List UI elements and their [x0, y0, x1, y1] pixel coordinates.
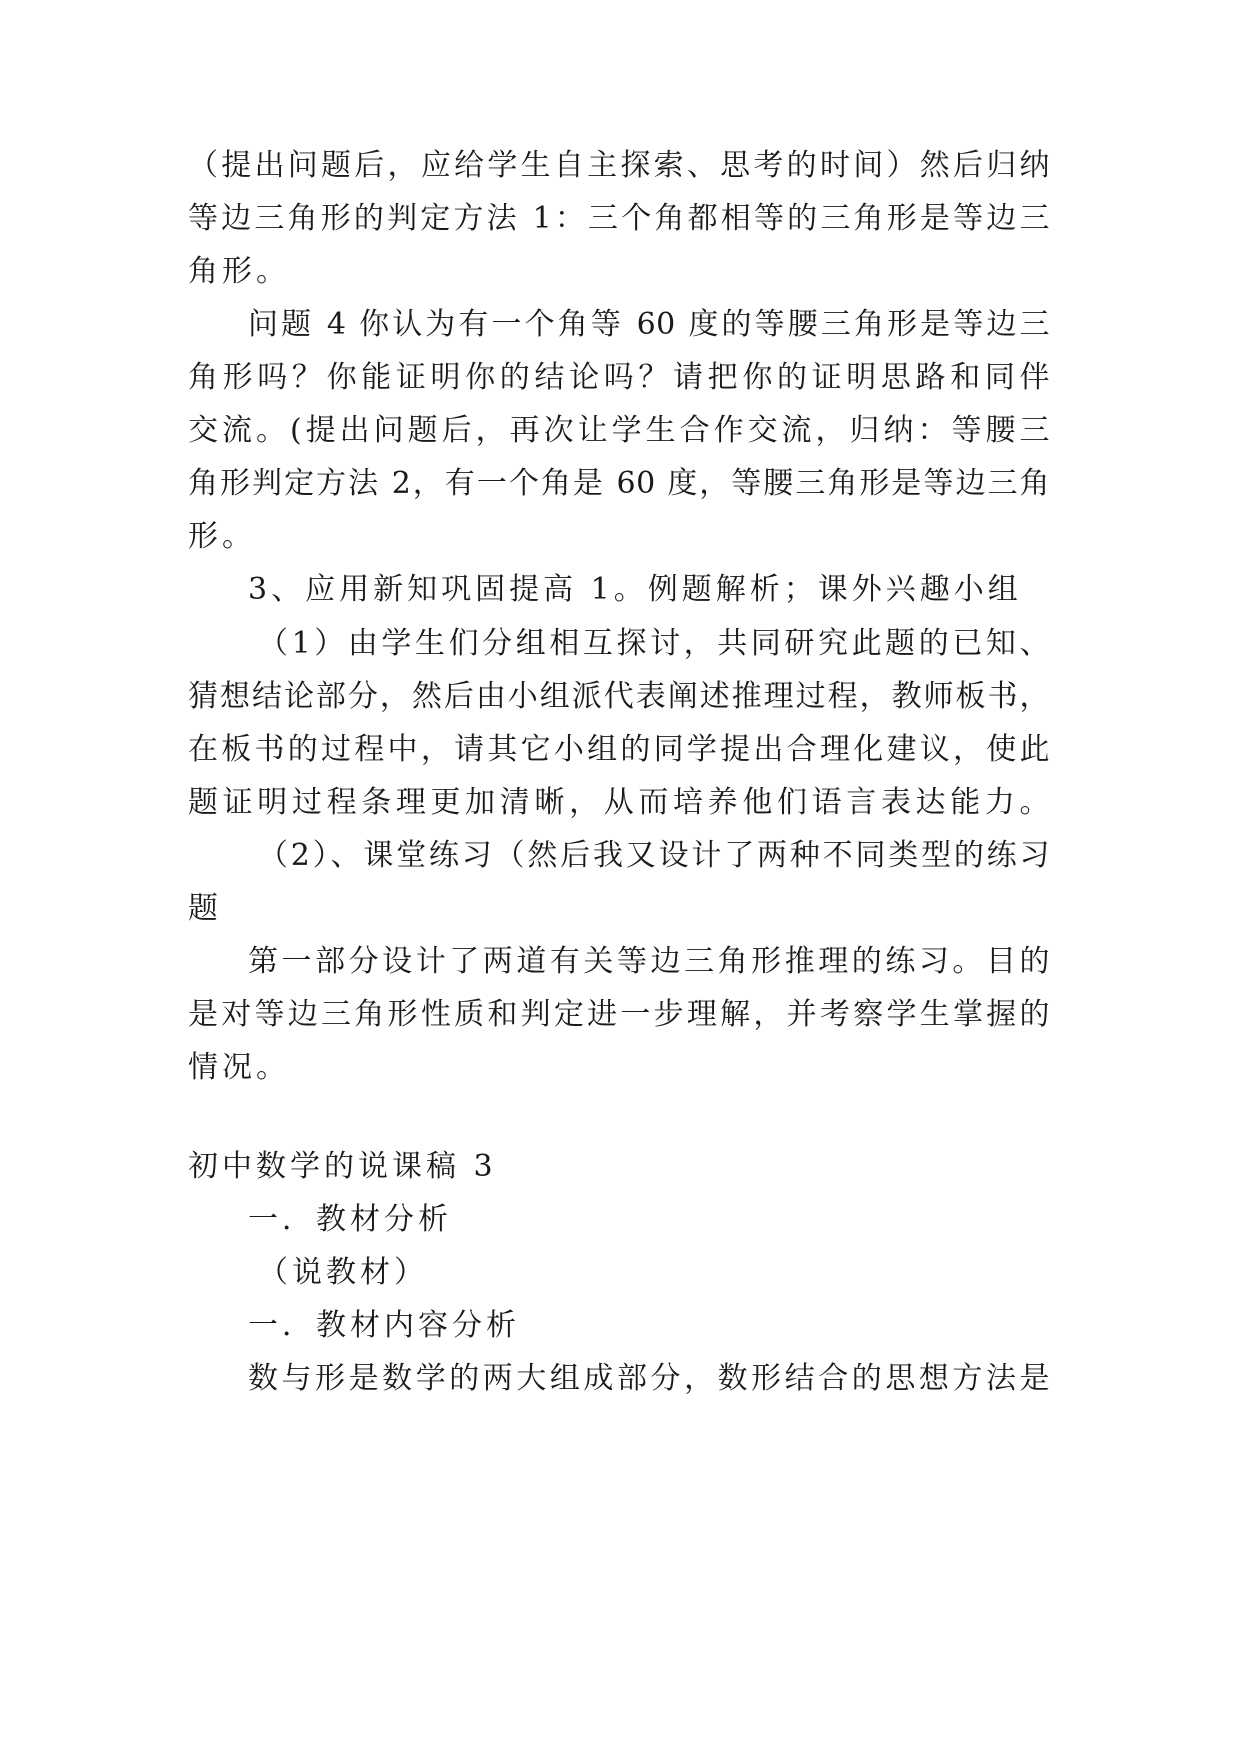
text-line: 猜想结论部分，然后由小组派代表阐述推理过程，教师板书， [188, 679, 1050, 714]
text-line: 数与形是数学的两大组成部分，数形结合的思想方法是 [248, 1361, 1050, 1396]
text-line: 一．教材分析 [248, 1202, 452, 1237]
text-line: 题 [188, 891, 222, 926]
section-heading: 初中数学的说课稿 3 [188, 1149, 497, 1184]
text-line: （提出问题后，应给学生自主探索、思考的时间）然后归纳 [188, 148, 1050, 183]
text-line: （1）由学生们分组相互探讨，共同研究此题的已知、 [258, 626, 1050, 661]
text-line: 在板书的过程中，请其它小组的同学提出合理化建议，使此 [188, 732, 1050, 767]
text-line: 角形判定方法 2，有一个角是 60 度，等腰三角形是等边三角 [188, 466, 1050, 501]
text-line: 角形。 [188, 254, 290, 289]
text-line: 是对等边三角形性质和判定进一步理解，并考察学生掌握的 [188, 997, 1050, 1032]
text-line: 3、应用新知巩固提高 1。例题解析；课外兴趣小组 [248, 572, 1022, 607]
text-line: 形。 [188, 519, 256, 554]
text-line: 问题 4 你认为有一个角等 60 度的等腰三角形是等边三 [248, 307, 1050, 342]
text-line: 一．教材内容分析 [248, 1308, 520, 1343]
text-line: 情况。 [188, 1050, 290, 1085]
text-line: 交流。(提出问题后，再次让学生合作交流，归纳：等腰三 [188, 413, 1050, 448]
text-line: 等边三角形的判定方法 1：三个角都相等的三角形是等边三 [188, 201, 1050, 236]
text-line: （2）、课堂练习（然后我又设计了两种不同类型的练习 [258, 838, 1050, 873]
text-line: 第一部分设计了两道有关等边三角形推理的练习。目的 [248, 944, 1050, 979]
text-line: 题证明过程条理更加清晰，从而培养他们语言表达能力。 [188, 785, 1050, 820]
text-line: 角形吗？你能证明你的结论吗？请把你的证明思路和同伴 [188, 360, 1050, 395]
text-line: （说教材） [258, 1255, 428, 1290]
